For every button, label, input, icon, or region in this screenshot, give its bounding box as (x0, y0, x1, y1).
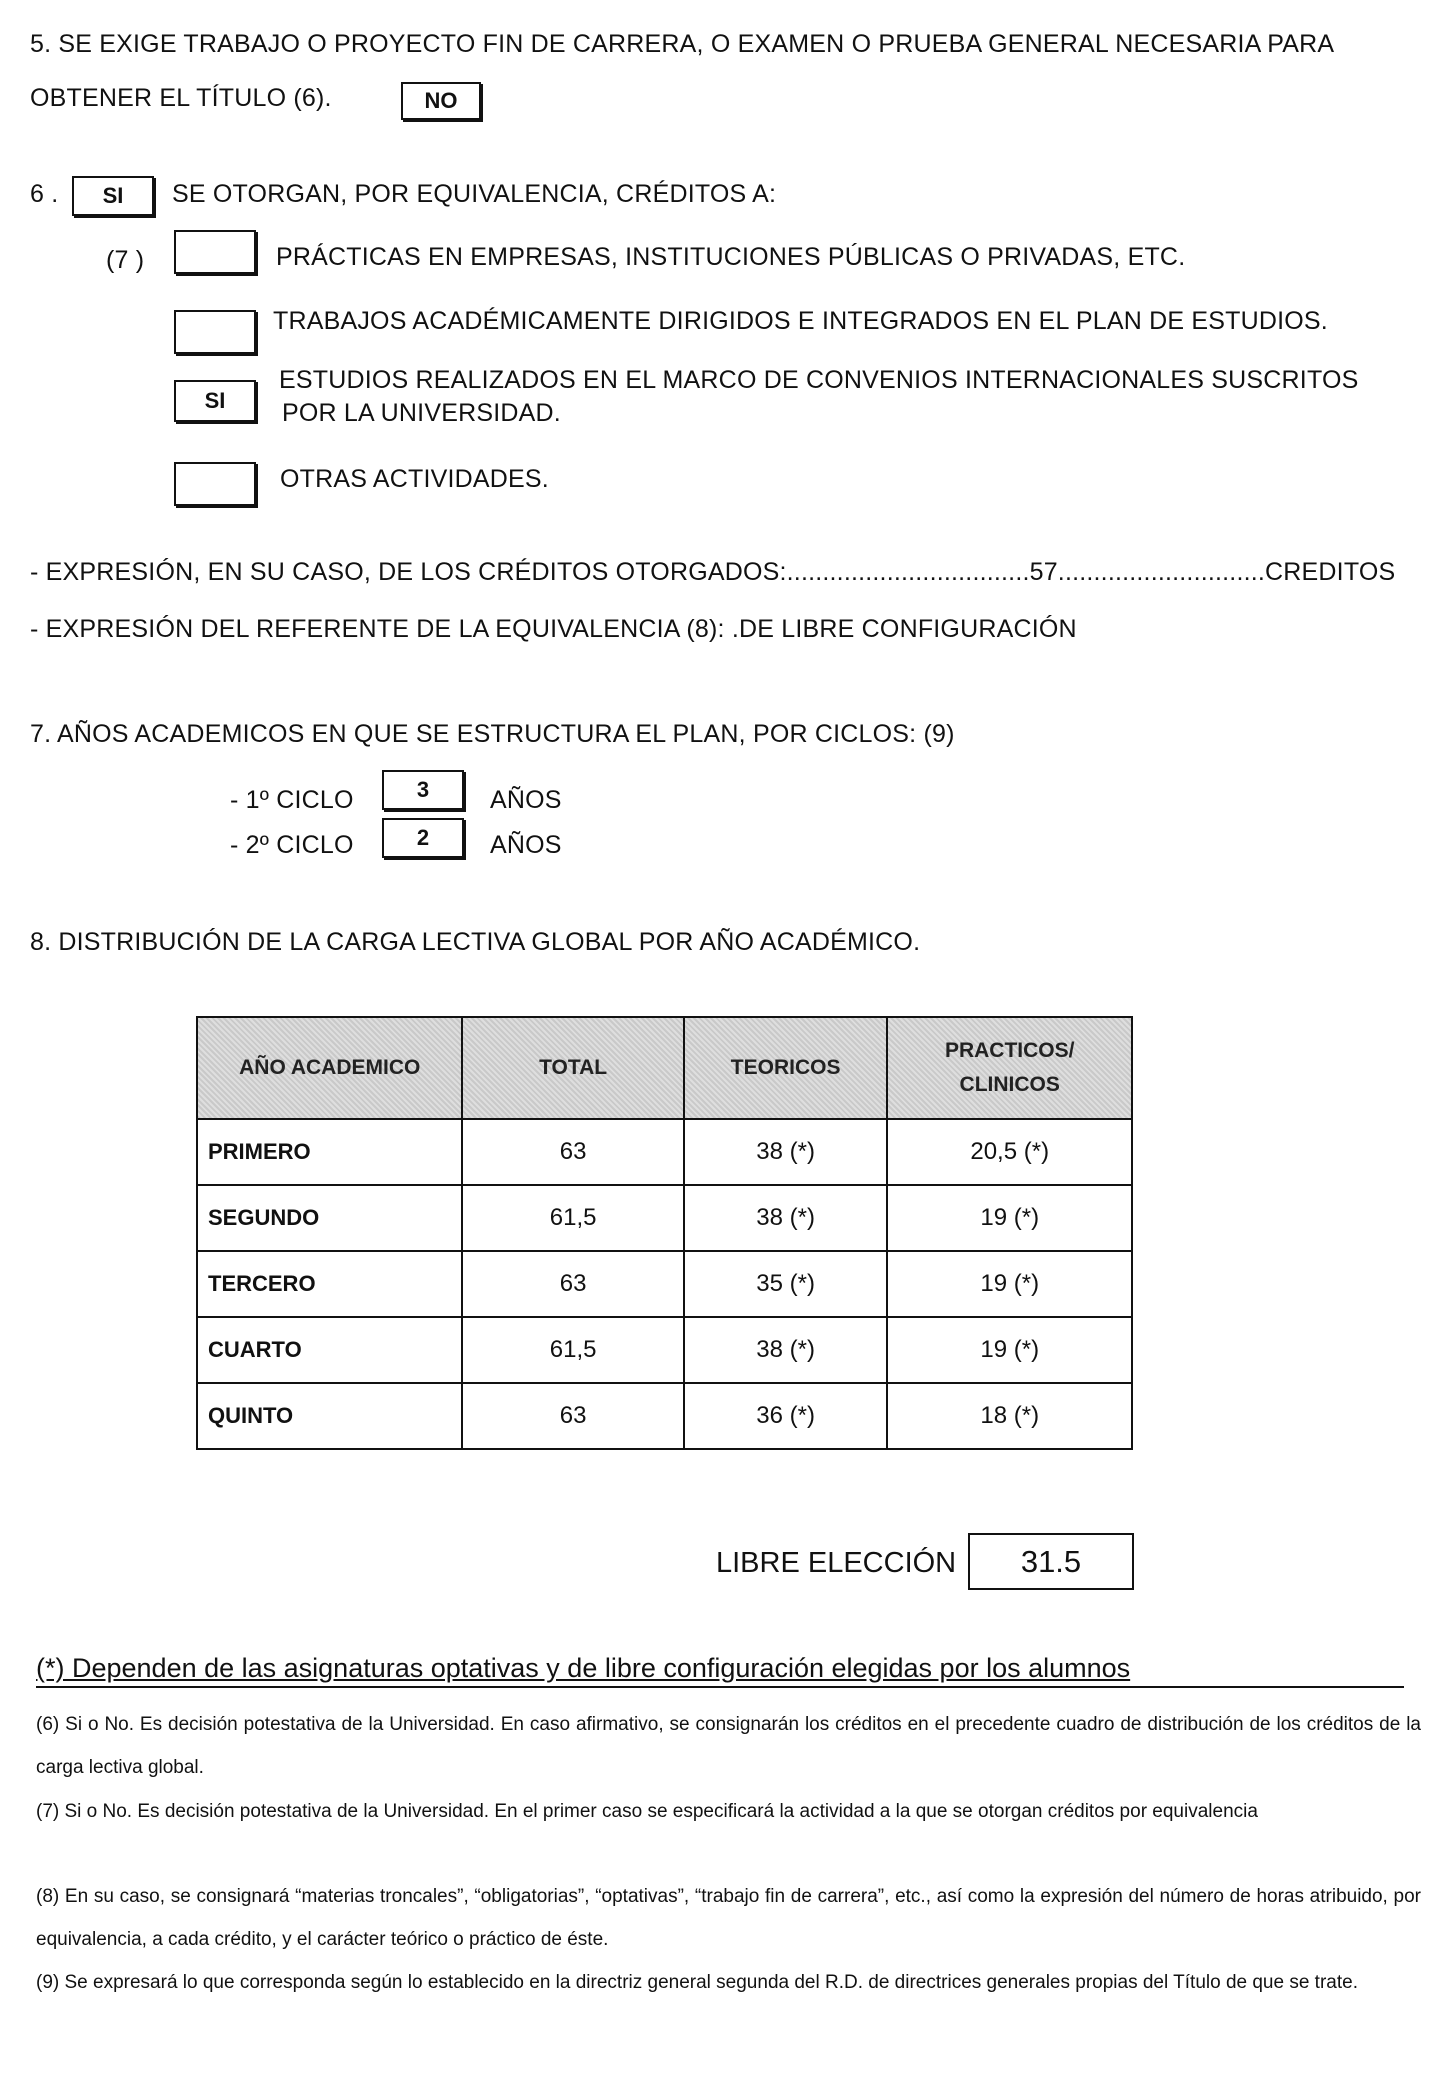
cycle-2-label: - 2º CICLO (230, 831, 354, 859)
footnote-7: (7) Si o No. Es decisión potestativa de la Universidad. En el primer caso se especificará la actividad a la que se otorgan créditos por equivalencia (36, 1801, 1258, 1822)
q6-item-box-3: SI (174, 380, 256, 422)
q5-line2: OBTENER EL TÍTULO (6). (30, 84, 332, 112)
referent-line: - EXPRESIÓN DEL REFERENTE DE LA EQUIVALENCIA (8): .DE LIBRE CONFIGURACIÓN (30, 615, 1077, 643)
q6-item-label-4: OTRAS ACTIVIDADES. (280, 465, 549, 493)
total-cell: 63 (462, 1251, 683, 1317)
teoricos-cell: 38 (*) (684, 1119, 888, 1185)
table-row (197, 1119, 1132, 1185)
col-header-total: TOTAL (462, 1017, 683, 1119)
q5-answer-box: NO (401, 82, 481, 120)
cycle-2-value: 2 (382, 818, 464, 858)
q6-answer-box: SI (72, 176, 154, 216)
year-cell: TERCERO (197, 1251, 462, 1317)
table-row (197, 1185, 1132, 1251)
q5-line1: 5. SE EXIGE TRABAJO O PROYECTO FIN DE CARRERA, O EXAMEN O PRUEBA GENERAL NECESARIA PARA (30, 30, 1335, 58)
col-header-practicos-line2: CLINICOS (959, 1073, 1060, 1096)
table-row (197, 1251, 1132, 1317)
credits-line: - EXPRESIÓN, EN SU CASO, DE LOS CRÉDITOS OTORGADOS:..................................57.............................CREDITOS (30, 558, 1396, 586)
col-header-teoricos: TEORICOS (684, 1017, 888, 1119)
year-cell: QUINTO (197, 1383, 462, 1449)
practicos-cell: 18 (*) (887, 1383, 1132, 1449)
libre-eleccion-value: 31.5 (968, 1533, 1134, 1590)
year-cell: SEGUNDO (197, 1185, 462, 1251)
q6-item-box-2 (174, 310, 256, 354)
q6-note: (7 ) (106, 246, 145, 274)
q6-item-box-4 (174, 462, 256, 506)
total-cell: 61,5 (462, 1317, 683, 1383)
cycle-2-unit: AÑOS (490, 831, 562, 859)
practicos-cell: 19 (*) (887, 1251, 1132, 1317)
q6-number: 6 . (30, 180, 59, 208)
footnote-8: (8) En su caso, se consignará “materias troncales”, “obligatorias”, “optativas”, “trabajo fin de carrera”, etc., así como la expresión del número de horas atribuido, por equivalencia, a cada crédito, y el carácter teórico o práctico de éste. (36, 1886, 1421, 1950)
q6-item-label-1: PRÁCTICAS EN EMPRESAS, INSTITUCIONES PÚBLICAS O PRIVADAS, ETC. (276, 243, 1186, 271)
cycle-1-label: - 1º CICLO (230, 786, 354, 814)
teoricos-cell: 36 (*) (684, 1383, 888, 1449)
year-cell: CUARTO (197, 1317, 462, 1383)
table-row (197, 1383, 1132, 1449)
q6-item-label-3b: POR LA UNIVERSIDAD. (282, 399, 561, 427)
col-header-practicos (887, 1017, 1132, 1119)
cycle-1-value: 3 (382, 770, 464, 810)
q6-item-box-1 (174, 230, 256, 274)
practicos-cell: 19 (*) (887, 1185, 1132, 1251)
col-header-year: AÑO ACADEMICO (197, 1017, 462, 1119)
cycle-1-unit: AÑOS (490, 786, 562, 814)
total-cell: 63 (462, 1119, 683, 1185)
footnote-9: (9) Se expresará lo que corresponda según lo establecido en la directriz general segunda del R.D. de directrices generales propias del Título de que se trate. (36, 1972, 1358, 1993)
q6-heading: SE OTORGAN, POR EQUIVALENCIA, CRÉDITOS A: (172, 180, 777, 208)
practicos-cell: 20,5 (*) (887, 1119, 1132, 1185)
q6-item-label-2: TRABAJOS ACADÉMICAMENTE DIRIGIDOS E INTEGRADOS EN EL PLAN DE ESTUDIOS. (273, 307, 1328, 335)
total-cell: 61,5 (462, 1185, 683, 1251)
table-row (197, 1317, 1132, 1383)
teoricos-cell: 38 (*) (684, 1185, 888, 1251)
teoricos-cell: 35 (*) (684, 1251, 888, 1317)
total-cell: 63 (462, 1383, 683, 1449)
teoricos-cell: 38 (*) (684, 1317, 888, 1383)
year-cell: PRIMERO (197, 1119, 462, 1185)
q6-item-label-3: ESTUDIOS REALIZADOS EN EL MARCO DE CONVENIOS INTERNACIONALES SUSCRITOS (279, 366, 1359, 394)
q7-heading: 7. AÑOS ACADEMICOS EN QUE SE ESTRUCTURA EL PLAN, POR CICLOS: (9) (30, 720, 955, 748)
footnote-6: (6) Si o No. Es decisión potestativa de la Universidad. En caso afirmativo, se consignarán los créditos en el precedente cuadro de distribución de los créditos de la carga lectiva global. (36, 1714, 1421, 1778)
col-header-practicos-line1: PRACTICOS/ (944, 1039, 1075, 1062)
table-header-row (197, 1017, 1132, 1119)
asterisk-note: (*) Dependen de las asignaturas optativas y de libre configuración elegidas por los alumnos (36, 1653, 1404, 1688)
q8-heading: 8. DISTRIBUCIÓN DE LA CARGA LECTIVA GLOBAL POR AÑO ACADÉMICO. (30, 928, 921, 956)
libre-eleccion-label: LIBRE ELECCIÓN (716, 1547, 957, 1579)
load-distribution-table (196, 1016, 1133, 1450)
practicos-cell: 19 (*) (887, 1317, 1132, 1383)
